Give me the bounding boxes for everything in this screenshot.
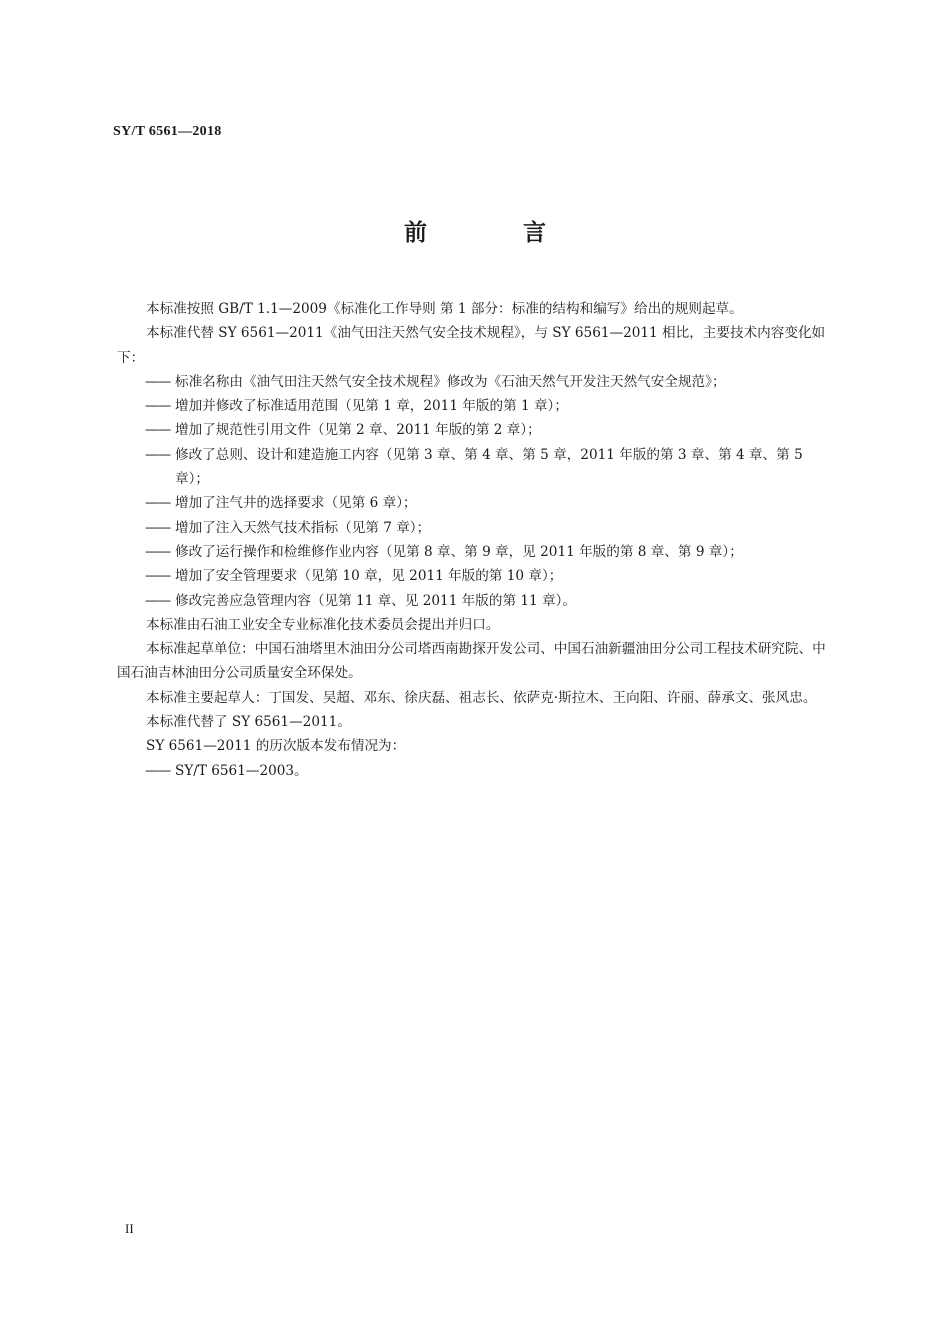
dash-marker: ——: [145, 762, 171, 779]
dash-marker: ——: [145, 568, 171, 585]
list-item: —— 增加了规范性引用文件（见第 2 章、2011 年版的第 2 章）；: [117, 418, 835, 442]
list-item: —— 增加了注气井的选择要求（见第 6 章）；: [117, 491, 835, 515]
dash-marker: ——: [145, 495, 171, 512]
paragraph-history-intro: SY 6561—2011 的历次版本发布情况为：: [146, 738, 406, 755]
standard-code: SY/T 6561—2018: [113, 124, 222, 139]
page-title: 前 言: [403, 220, 590, 246]
dash-marker: ——: [145, 398, 171, 415]
dash-marker: ——: [145, 519, 171, 536]
document-body: [117, 297, 835, 783]
paragraph-proposer: 本标准由石油工业安全专业标准化技术委员会提出并归口。: [146, 616, 500, 633]
history-list: [117, 759, 835, 783]
list-item: —— SY/T 6561—2003。: [117, 759, 835, 783]
paragraph-drafting-rules: 本标准按照 GB/T 1.1—2009《标准化工作导则 第 1 部分：标准的结构和编写》给出的规则起草。: [146, 301, 743, 317]
list-item: —— 修改了总则、设计和建造施工内容（见第 3 章、第 4 章、第 5 章，2011 年版的第 3 章、第 4 章、第 5 章）；: [117, 443, 835, 492]
list-item: —— 增加了安全管理要求（见第 10 章，见 2011 年版的第 10 章）；: [117, 564, 835, 588]
dash-marker: ——: [145, 543, 171, 560]
dash-marker: ——: [145, 592, 171, 609]
list-item: —— 修改完善应急管理内容（见第 11 章、见 2011 年版的第 11 章）。: [117, 589, 835, 613]
list-item: —— 增加并修改了标准适用范围（见第 1 章，2011 年版的第 1 章）；: [117, 394, 835, 418]
list-item: —— 修改了运行操作和检维修作业内容（见第 8 章、第 9 章，见 2011 年版的第 8 章、第 9 章）；: [117, 540, 835, 564]
page-number: II: [125, 1221, 134, 1236]
dash-marker: ——: [145, 422, 171, 439]
paragraph-replaces: 本标准代替了 SY 6561—2011。: [146, 714, 351, 731]
dash-marker: ——: [145, 446, 171, 463]
list-item: —— 增加了注入天然气技术指标（见第 7 章）；: [117, 516, 835, 540]
paragraph-drafters: 本标准主要起草人：丁国发、吴超、邓东、徐庆磊、祖志长、依萨克·斯拉木、王向阳、许丽、薛承文、张风忠。: [146, 689, 817, 706]
list-item: —— 标准名称由《油气田注天然气安全技术规程》修改为《石油天然气开发注天然气安全规范》；: [117, 370, 835, 394]
changes-list: [117, 370, 835, 613]
dash-marker: ——: [145, 373, 171, 390]
paragraph-drafting-units: 本标准起草单位：中国石油塔里木油田分公司塔西南勘探开发公司、中国石油新疆油田分公司工程技术研究院、中国石油吉林油田分公司质量安全环保处。: [117, 641, 826, 682]
paragraph-replacement: 本标准代替 SY 6561—2011《油气田注天然气安全技术规程》，与 SY 6561—2011 相比，主要技术内容变化如下：: [117, 325, 826, 366]
